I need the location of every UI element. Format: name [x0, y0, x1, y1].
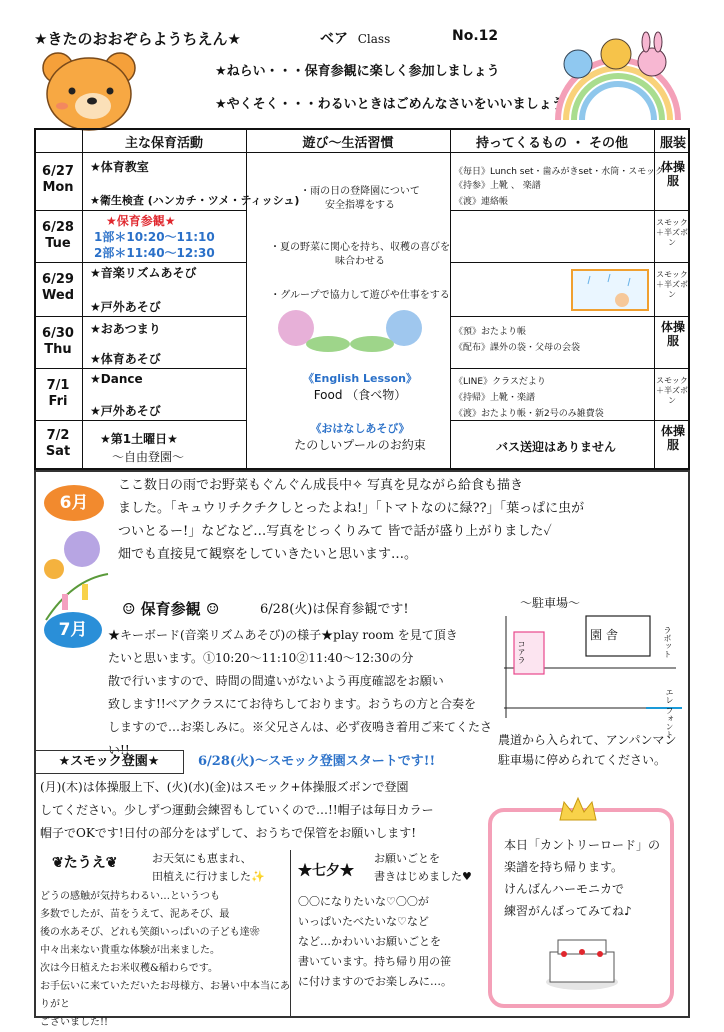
activity-item: ★戸外あそび [90, 300, 161, 314]
smock-title: ★スモック登園★ [34, 750, 184, 774]
dress-code: 体操服 [660, 320, 685, 348]
rain-window-illustration [570, 268, 650, 312]
parking-building: 園 舎 [590, 628, 618, 642]
crown-icon [556, 796, 600, 824]
bring-item: 《渡》おたより帳・新2号のみ雑費袋 [454, 409, 604, 419]
bring-item: 《配布》課外の袋・父母の会袋 [454, 343, 581, 353]
parking-side-2: エレ フォント [665, 688, 674, 739]
bus-notice: バス送迎はありません [496, 440, 617, 454]
dress-code: 体操服 [660, 424, 685, 452]
english-lesson-topic: Food （食べ物） [313, 388, 407, 402]
activity-item: ★体育教室 [90, 160, 149, 174]
activity-item: 2部＊11:40～12:30 [94, 246, 215, 260]
header-activities: 主な保育活動 [124, 136, 203, 151]
song-text: 本日「カントリーロード」の 楽譜を持ち帰ります。 けんばんハーモニカで 練習がんばってみてね♪ [504, 838, 661, 918]
english-lesson-title: 《English Lesson》 [303, 372, 417, 385]
row-date: 6/30 Thu [42, 326, 74, 357]
tanabata-text: 〇〇になりたいな♡〇〇が いっぱいたべたいな♡など など…かわいいお願いごとを 書いています。持ち帰り用の笹 に付けますのでお楽しみに…。 [298, 895, 452, 988]
row-date: 6/28 Tue [42, 220, 74, 251]
activity-item: ★おあつまり [90, 322, 161, 336]
school-name: ★きたのおおぞらようちえん★ [34, 30, 241, 48]
dress-code: スモック＋半ズボン [656, 376, 688, 405]
bring-item: 《預》おたより帳 [454, 327, 527, 337]
dress-code: スモック＋半ズボン [656, 270, 688, 299]
bring-item: 《毎日》Lunch set・歯みがきset・水筒・スモック [454, 167, 665, 177]
parking-note: 農道から入られて、アンパンマン 駐車場に停められてください。 [498, 733, 677, 767]
bring-item: 《LINE》クラスだより [454, 377, 546, 387]
class-label [320, 28, 390, 48]
june-text: ここ数日の雨でお野菜もぐんぐん成長中✧ 写真を見ながら給食も描き ました。「キュウリチクチクしとったよね!」「トマトなのに緑??」「葉っぱに虫が ついとるー!」などなど…写真をじっくりみて 皆で話が盛り上がりました✓ 畑でも直接見て観察をしていきたいと思います…。 [118, 478, 585, 562]
divider [290, 850, 291, 1018]
smock-text: (月)(木)は体操服上下、(火)(水)(金)はスモック+体操服ズボンで登園 してください。少しずつ運動会練習もしていくので…!!帽子は毎日カラー 帽子でOKです!日付の部分をはずして、おうちで保管をお願いします! [40, 780, 434, 840]
bring-item: 《渡》連絡帳 [454, 197, 509, 207]
story-title: 《おはなしあそび》 [310, 422, 410, 435]
dress-code: スモック＋半ズボン [656, 218, 688, 247]
habit-item: 味合わせる [335, 256, 385, 267]
bear-illustration [38, 46, 142, 132]
issue-number: No.12 [452, 28, 499, 44]
class-word: Class [357, 32, 391, 46]
rice-note: お天気にも恵まれ、 田植えに行けました✨ [152, 852, 265, 883]
bring-item: 《持帰》上靴・楽譜 [454, 393, 536, 403]
aim-text: ★ねらい・・・保育参観に楽しく参加しましょう [215, 64, 500, 79]
rice-text: どうの感触が気持ちわるい…というつも 多数でしたが、苗をうえて、泥あそび、最 後の水あそび、どれも笑顔いっぱいの子ども達❀ 中々出来ない貴重な体験が出来ました。 次は今日植えたお米収穫&稲わらです。 お手伝いに来ていただいたお母様方、お暑い中本当にありがと ございました!! [40, 891, 290, 1028]
rainbow-animals-illustration [548, 28, 688, 124]
dress-code: 体操服 [660, 160, 685, 188]
row-date: 7/2 Sat [45, 428, 71, 459]
habit-item: ・雨の日の登降園について [300, 186, 420, 197]
activity-item: ★体育あそび [90, 352, 161, 366]
activity-item: ★Dance [90, 372, 143, 386]
observation-title: ☺ 保育参観 ☺ [122, 600, 220, 618]
story-topic: たのしいプールのお約束 [294, 438, 426, 452]
header-habits: 遊び～生活習慣 [302, 136, 394, 151]
activity-item: ★第1土曜日★ [100, 432, 178, 446]
smock-date: 6/28(火)～スモック登園スタートです!! [198, 754, 436, 769]
july-badge: 7月 [44, 612, 102, 648]
row-date: 6/29 Wed [42, 272, 74, 303]
june-badge: 6月 [44, 485, 104, 521]
activity-item: ★衛生検査 (ハンカチ・ツメ・ティッシュ) [90, 194, 300, 207]
activity-item: ★保育参観★ [106, 214, 176, 228]
habit-item: ・グループで協力して遊びや仕事をする [270, 290, 450, 301]
class-name: ベア [320, 31, 348, 47]
habit-item: ・夏の野菜に関心を持ち、収穫の喜びを [270, 242, 450, 253]
row-date: 7/1 Fri [46, 378, 70, 409]
activity-item: ★音楽リズムあそび [90, 266, 197, 280]
observation-text: ★キーボード(音楽リズムあそび)の様子★play room を見て頂き たいと思います。①10:20～11:10②11:40～12:30の分 散で行いますので、時間の間違いがないよう再度確認をお願い 致します!!ベアクラスにてお待ちしております。おうちの方と合奏を しますので…お楽しみに。※父兄さんは、必ず夜鳴き着用ご来てくたさい!! [108, 628, 493, 757]
tanabata-title: ★七夕★ [298, 863, 354, 879]
activity-item: ★戸外あそび [90, 404, 161, 418]
observation-lead: 6/28(火)は保育参観です! [260, 602, 409, 617]
rice-title: ❦たうえ❦ [52, 855, 118, 871]
parking-title: ～駐車場～ [520, 596, 581, 610]
row-date: 6/27 Mon [42, 164, 74, 195]
header-bring: 持ってくるもの ・ その他 [475, 136, 629, 151]
promise-text: ★やくそく・・・わるいときはごめんなさいをいいましょう [215, 97, 565, 112]
activity-item: ～自由登園～ [112, 450, 185, 464]
schedule-table [34, 128, 690, 470]
parking-side-1: ラボット [663, 626, 672, 658]
hydrangea-illustration [268, 304, 432, 360]
activity-item: 1部＊10:20～11:10 [94, 230, 215, 244]
bring-item: 《持参》上靴 、 楽譜 [454, 181, 541, 191]
parking-lane: コアラ [517, 640, 526, 664]
habit-item: 安全指導をする [325, 200, 395, 211]
tanabata-note: お願いごとを 書きはじめました♥ [374, 852, 472, 883]
header-dress: 服装 [659, 136, 686, 151]
cake-illustration [540, 930, 624, 994]
